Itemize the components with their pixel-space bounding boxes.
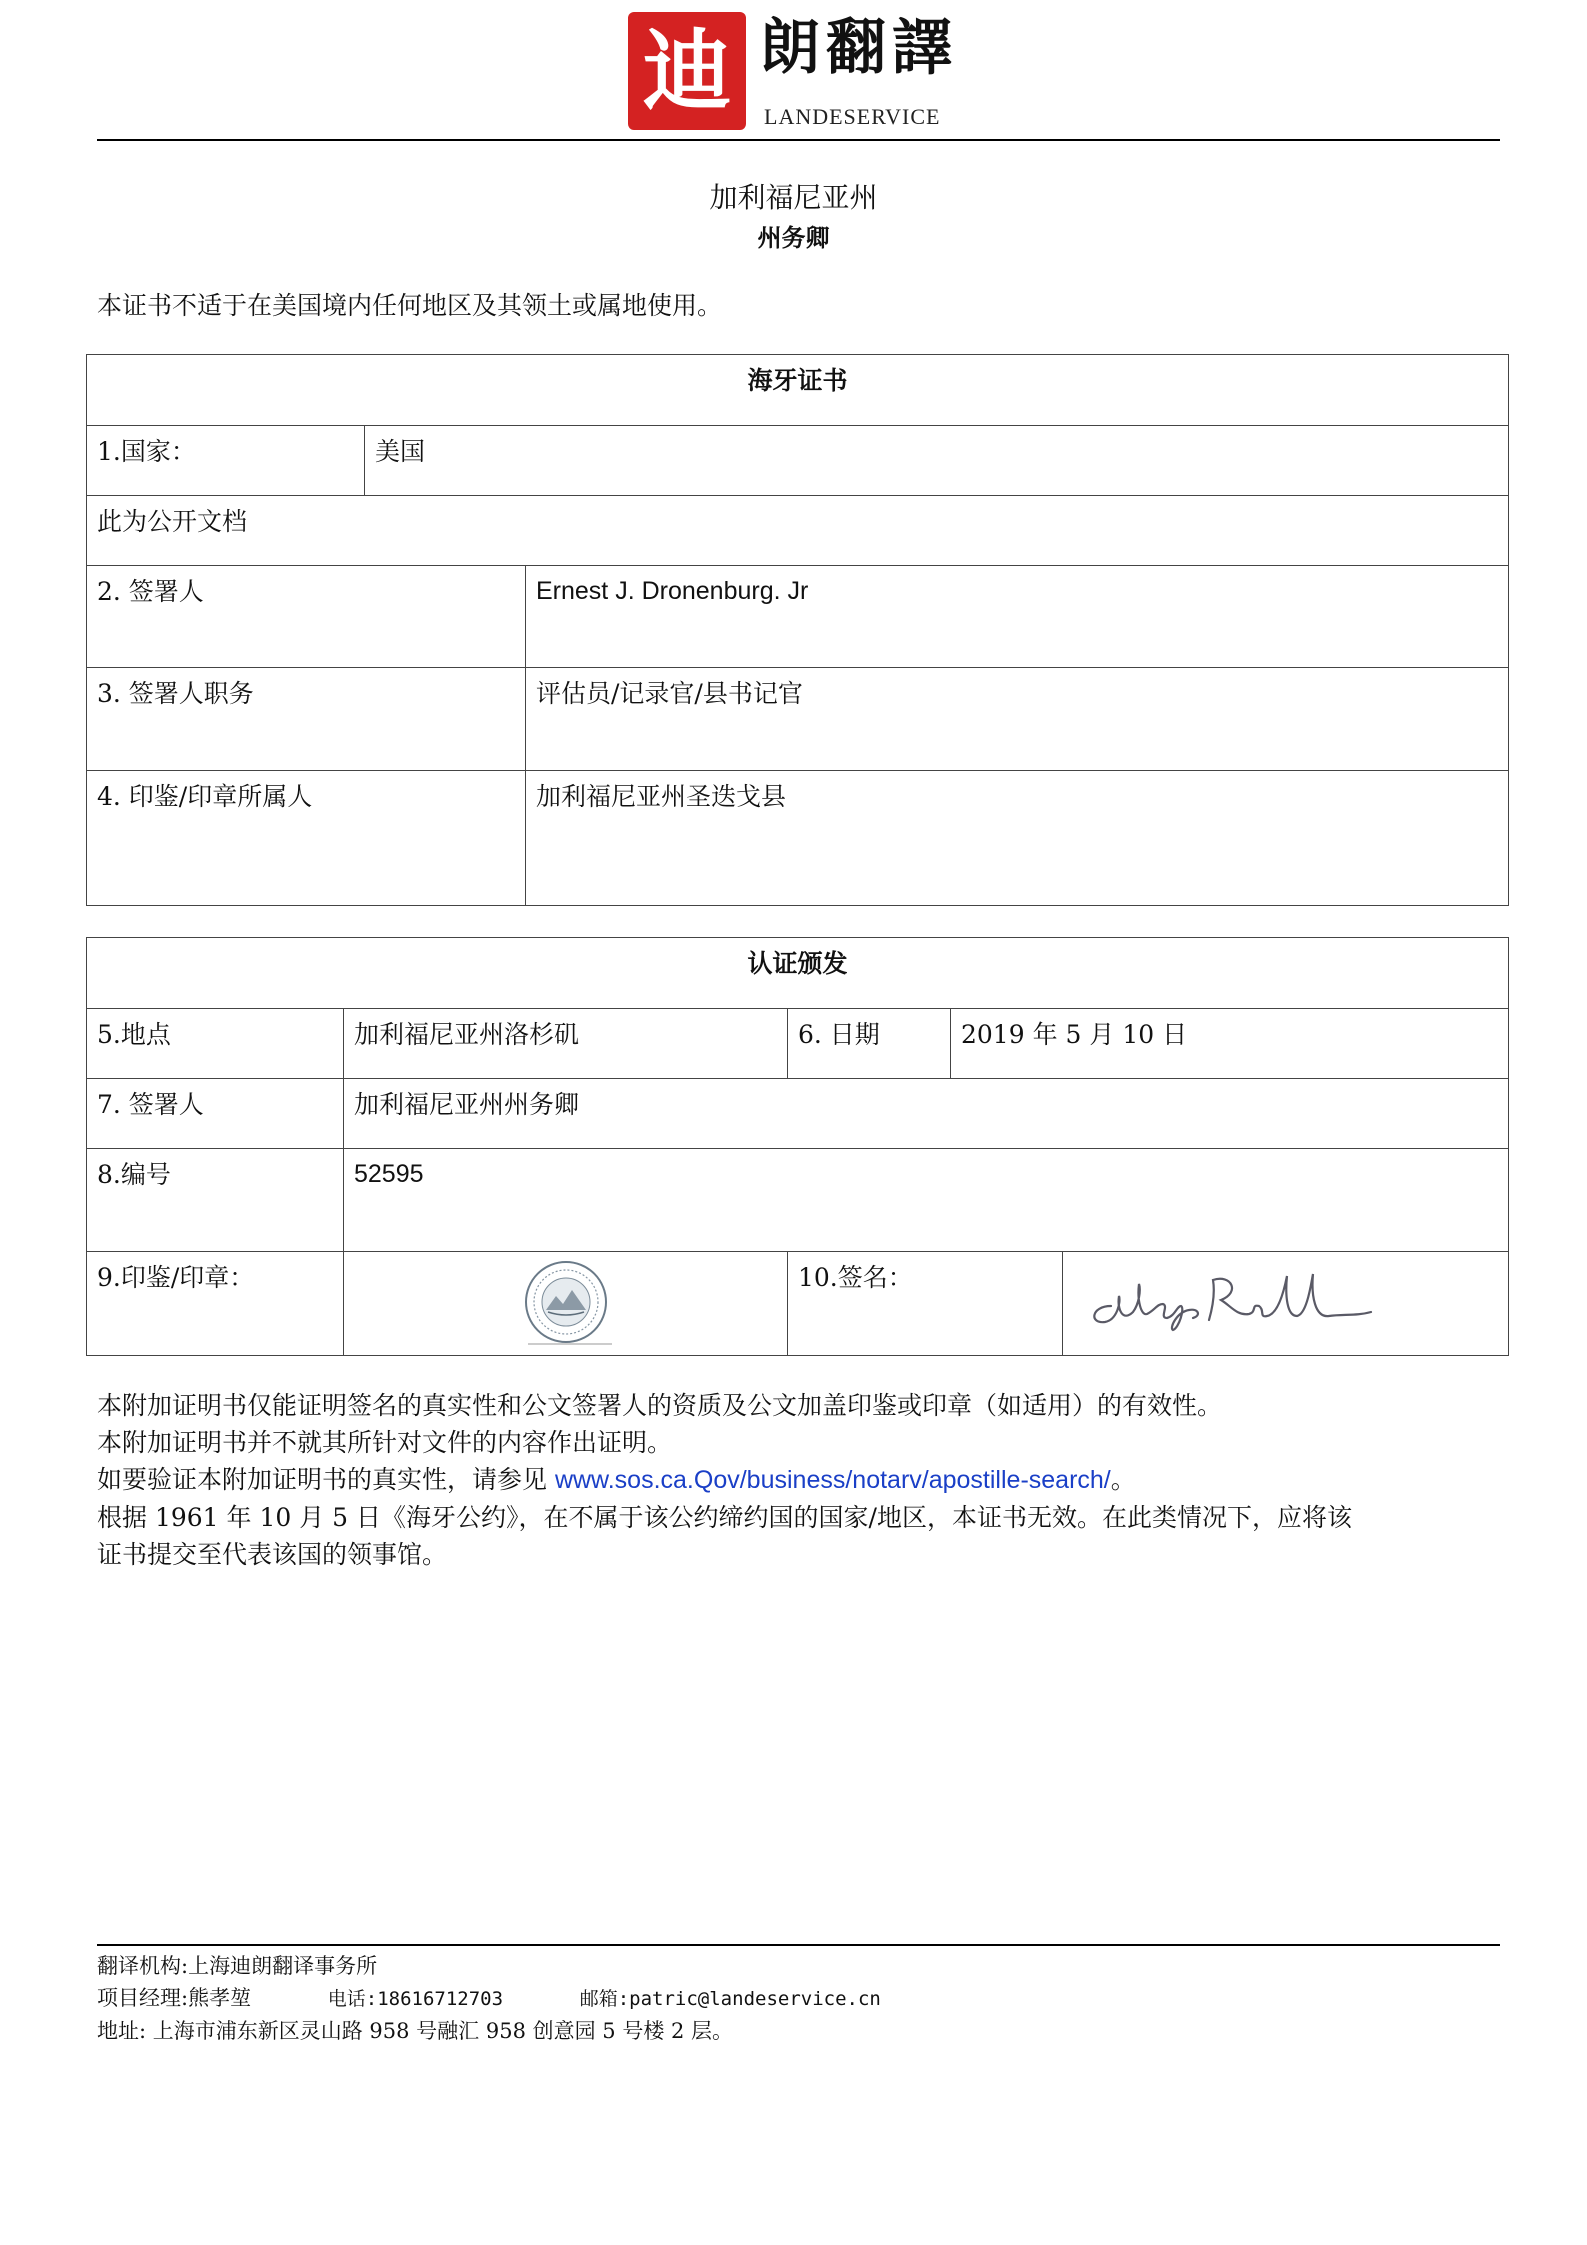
title-office: 州务卿	[757, 223, 830, 252]
info-line-3-suffix: 。	[1110, 1465, 1136, 1494]
footer-manager: 项目经理:熊孝堃	[97, 1986, 252, 2010]
seal-owner-value: 加利福尼亚州圣迭戈县	[525, 771, 1510, 905]
company-logo	[628, 12, 968, 134]
seal-cell	[343, 1252, 787, 1355]
place-label: 5.地点	[97, 1020, 171, 1049]
footer-contact-line	[97, 1982, 881, 2015]
signer-label: 2. 签署人	[97, 577, 204, 606]
number-row	[87, 1148, 1508, 1251]
signature-cell	[1062, 1252, 1510, 1355]
usage-notice: 本证书不适于在美国境内任何地区及其领土或属地使用。	[97, 291, 723, 320]
date-label: 6. 日期	[787, 1009, 950, 1078]
number-value: 52595	[343, 1149, 1510, 1251]
handwritten-signature-icon	[1081, 1266, 1381, 1336]
signer-value: Ernest J. Dronenburg. Jr	[525, 566, 1510, 667]
footer-phone: 电话:18616712703	[327, 1988, 504, 2010]
number-label: 8.编号	[97, 1160, 171, 1189]
certified-by-value: 加利福尼亚州州务卿	[343, 1079, 1510, 1148]
logo-name: 朗翻譯	[760, 13, 958, 83]
capacity-value: 评估员/记录官/县书记官	[525, 668, 1510, 770]
apostille-table	[86, 354, 1509, 906]
verification-link[interactable]: www.sos.ca.Qov/business/notarv/apostille-search/	[554, 1466, 1111, 1494]
signature-label: 10.签名：	[787, 1252, 1062, 1355]
date-value: 2019 年 5 月 10 日	[950, 1009, 1510, 1078]
certified-heading: 认证颁发	[747, 949, 848, 978]
logo-red-seal	[628, 12, 746, 130]
seal-label: 9.印鉴/印章：	[97, 1263, 255, 1292]
footer-email: 邮箱:patric@landeservice.cn	[579, 1988, 881, 2010]
country-value: 美国	[364, 426, 1510, 495]
footer-rule	[97, 1944, 1500, 1946]
info-line-2: 本附加证明书并不就其所针对文件的内容作出证明。	[97, 1428, 673, 1457]
logo-english: LANDESERVICE	[764, 104, 941, 129]
info-line-5: 证书提交至代表该国的领事馆。	[97, 1540, 448, 1569]
capacity-row	[87, 667, 1508, 770]
place-date-row	[87, 1008, 1508, 1078]
public-doc-text: 此为公开文档	[97, 507, 248, 536]
info-line-1: 本附加证明书仅能证明签名的真实性和公文签署人的资质及公文加盖印鉴或印章（如适用）的有效性。	[97, 1391, 1223, 1420]
title-state: 加利福尼亚州	[709, 181, 878, 214]
public-doc-row	[87, 495, 1508, 565]
seal-signature-row	[87, 1251, 1508, 1355]
info-line-4: 根据 1961 年 10 月 5 日《海牙公约》，在不属于该公约缔约国的国家/地区，本证书无效。在此类情况下，应将该	[97, 1503, 1352, 1532]
seal-owner-row	[87, 770, 1508, 905]
capacity-label: 3. 签署人职务	[97, 679, 254, 708]
state-seal-icon	[516, 1256, 616, 1346]
header-rule	[97, 139, 1500, 141]
info-block	[97, 1387, 1507, 1573]
info-line-3	[97, 1461, 1507, 1499]
footer-agency: 翻译机构:上海迪朗翻译事务所	[97, 1954, 378, 1978]
footer-address: 地址: 上海市浦东新区灵山路 958 号融汇 958 创意园 5 号楼 2 层。	[97, 2019, 734, 2043]
info-line-3-prefix: 如要验证本附加证明书的真实性，请参见	[97, 1465, 555, 1494]
certified-heading-row	[87, 938, 1508, 1008]
seal-owner-label: 4. 印鉴/印章所属人	[97, 782, 313, 811]
certified-by-label: 7. 签署人	[97, 1090, 204, 1119]
country-row	[87, 425, 1508, 495]
footer	[97, 1950, 881, 2047]
certified-table	[86, 937, 1509, 1356]
apostille-heading: 海牙证书	[747, 366, 848, 395]
certified-by-row	[87, 1078, 1508, 1148]
place-value: 加利福尼亚州洛杉矶	[343, 1009, 787, 1078]
apostille-heading-row	[87, 355, 1508, 425]
country-label: 1.国家：	[97, 437, 196, 466]
logo-char: 迪	[642, 19, 731, 123]
signer-row	[87, 565, 1508, 667]
